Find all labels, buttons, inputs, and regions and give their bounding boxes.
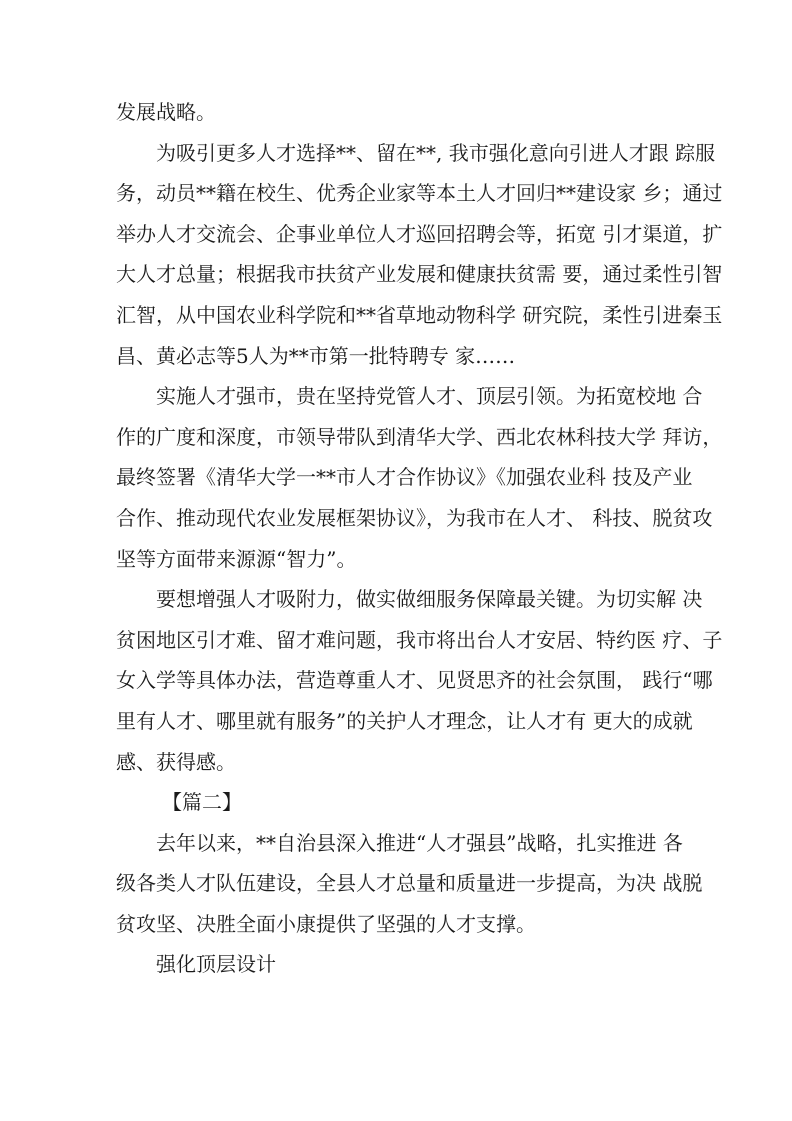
paragraph-line: 合作、推动现代农业发展框架协议》，为我市在人才、 科技、脱贫攻 xyxy=(116,505,713,530)
paragraph-line: 要想增强人才吸附力，做实做细服务保障最关键。为切实解 决 xyxy=(156,587,703,612)
paragraph-line: 举办人才交流会、企事业单位人才巡回招聘会等，拓宽 引才渠道，扩 xyxy=(116,221,723,246)
paragraph-line: 发展战略。 xyxy=(116,100,216,124)
paragraph-line: 去年以来，**自治县深入推进“人才强县”战略，扎实推进 各 xyxy=(156,830,683,855)
paragraph-line: 女入学等具体办法，营造尊重人才、见贤思齐的社会氛围， 践行“哪 xyxy=(116,668,713,693)
paragraph-line: 实施人才强市，贵在坚持党管人才、顶层引领。为拓宽校地 合 xyxy=(156,384,703,409)
paragraph-line: 感、获得感。 xyxy=(116,749,236,774)
paragraph-line: 昌、黄必志等5人为**市第一批特聘专 家…… xyxy=(116,343,516,368)
paragraph-line: 为吸引更多人才选择**、留在**, 我市强化意向引进人才跟 踪服 xyxy=(156,140,716,165)
paragraph-line: 大人才总量；根据我市扶贫产业发展和健康扶贫需 要，通过柔性引智 xyxy=(116,262,723,287)
section-heading: 【篇二】 xyxy=(162,790,242,815)
paragraph-line: 作的广度和深度，市领导带队到清华大学、西北农林科技大学 拜访， xyxy=(116,424,723,449)
paragraph-line: 坚等方面带来源源“智力”。 xyxy=(116,546,357,571)
paragraph-line: 最终签署《清华大学一**市人才合作协议》《加强农业科 技及产业 xyxy=(116,465,693,490)
paragraph-line: 汇智，从中国农业科学院和**省草地动物科学 研究院，柔性引进秦玉 xyxy=(116,302,723,327)
document-page xyxy=(116,98,723,991)
subsection-heading: 强化顶层设计 xyxy=(156,952,276,977)
paragraph-line: 级各类人才队伍建设，全县人才总量和质量进一步提高，为决 战脱 xyxy=(116,871,703,896)
paragraph-line: 里有人才、哪里就有服务”的关护人才理念，让人才有 更大的成就 xyxy=(116,708,693,733)
paragraph-line: 务，动员**籍在校生、优秀企业家等本土人才回归**建设家 乡；通过 xyxy=(116,181,723,206)
paragraph-line: 贫困地区引才难、留才难问题，我市将出台人才安居、特约医 疗、子 xyxy=(116,627,723,652)
paragraph-line: 贫攻坚、决胜全面小康提供了坚强的人才支撑。 xyxy=(116,911,536,936)
